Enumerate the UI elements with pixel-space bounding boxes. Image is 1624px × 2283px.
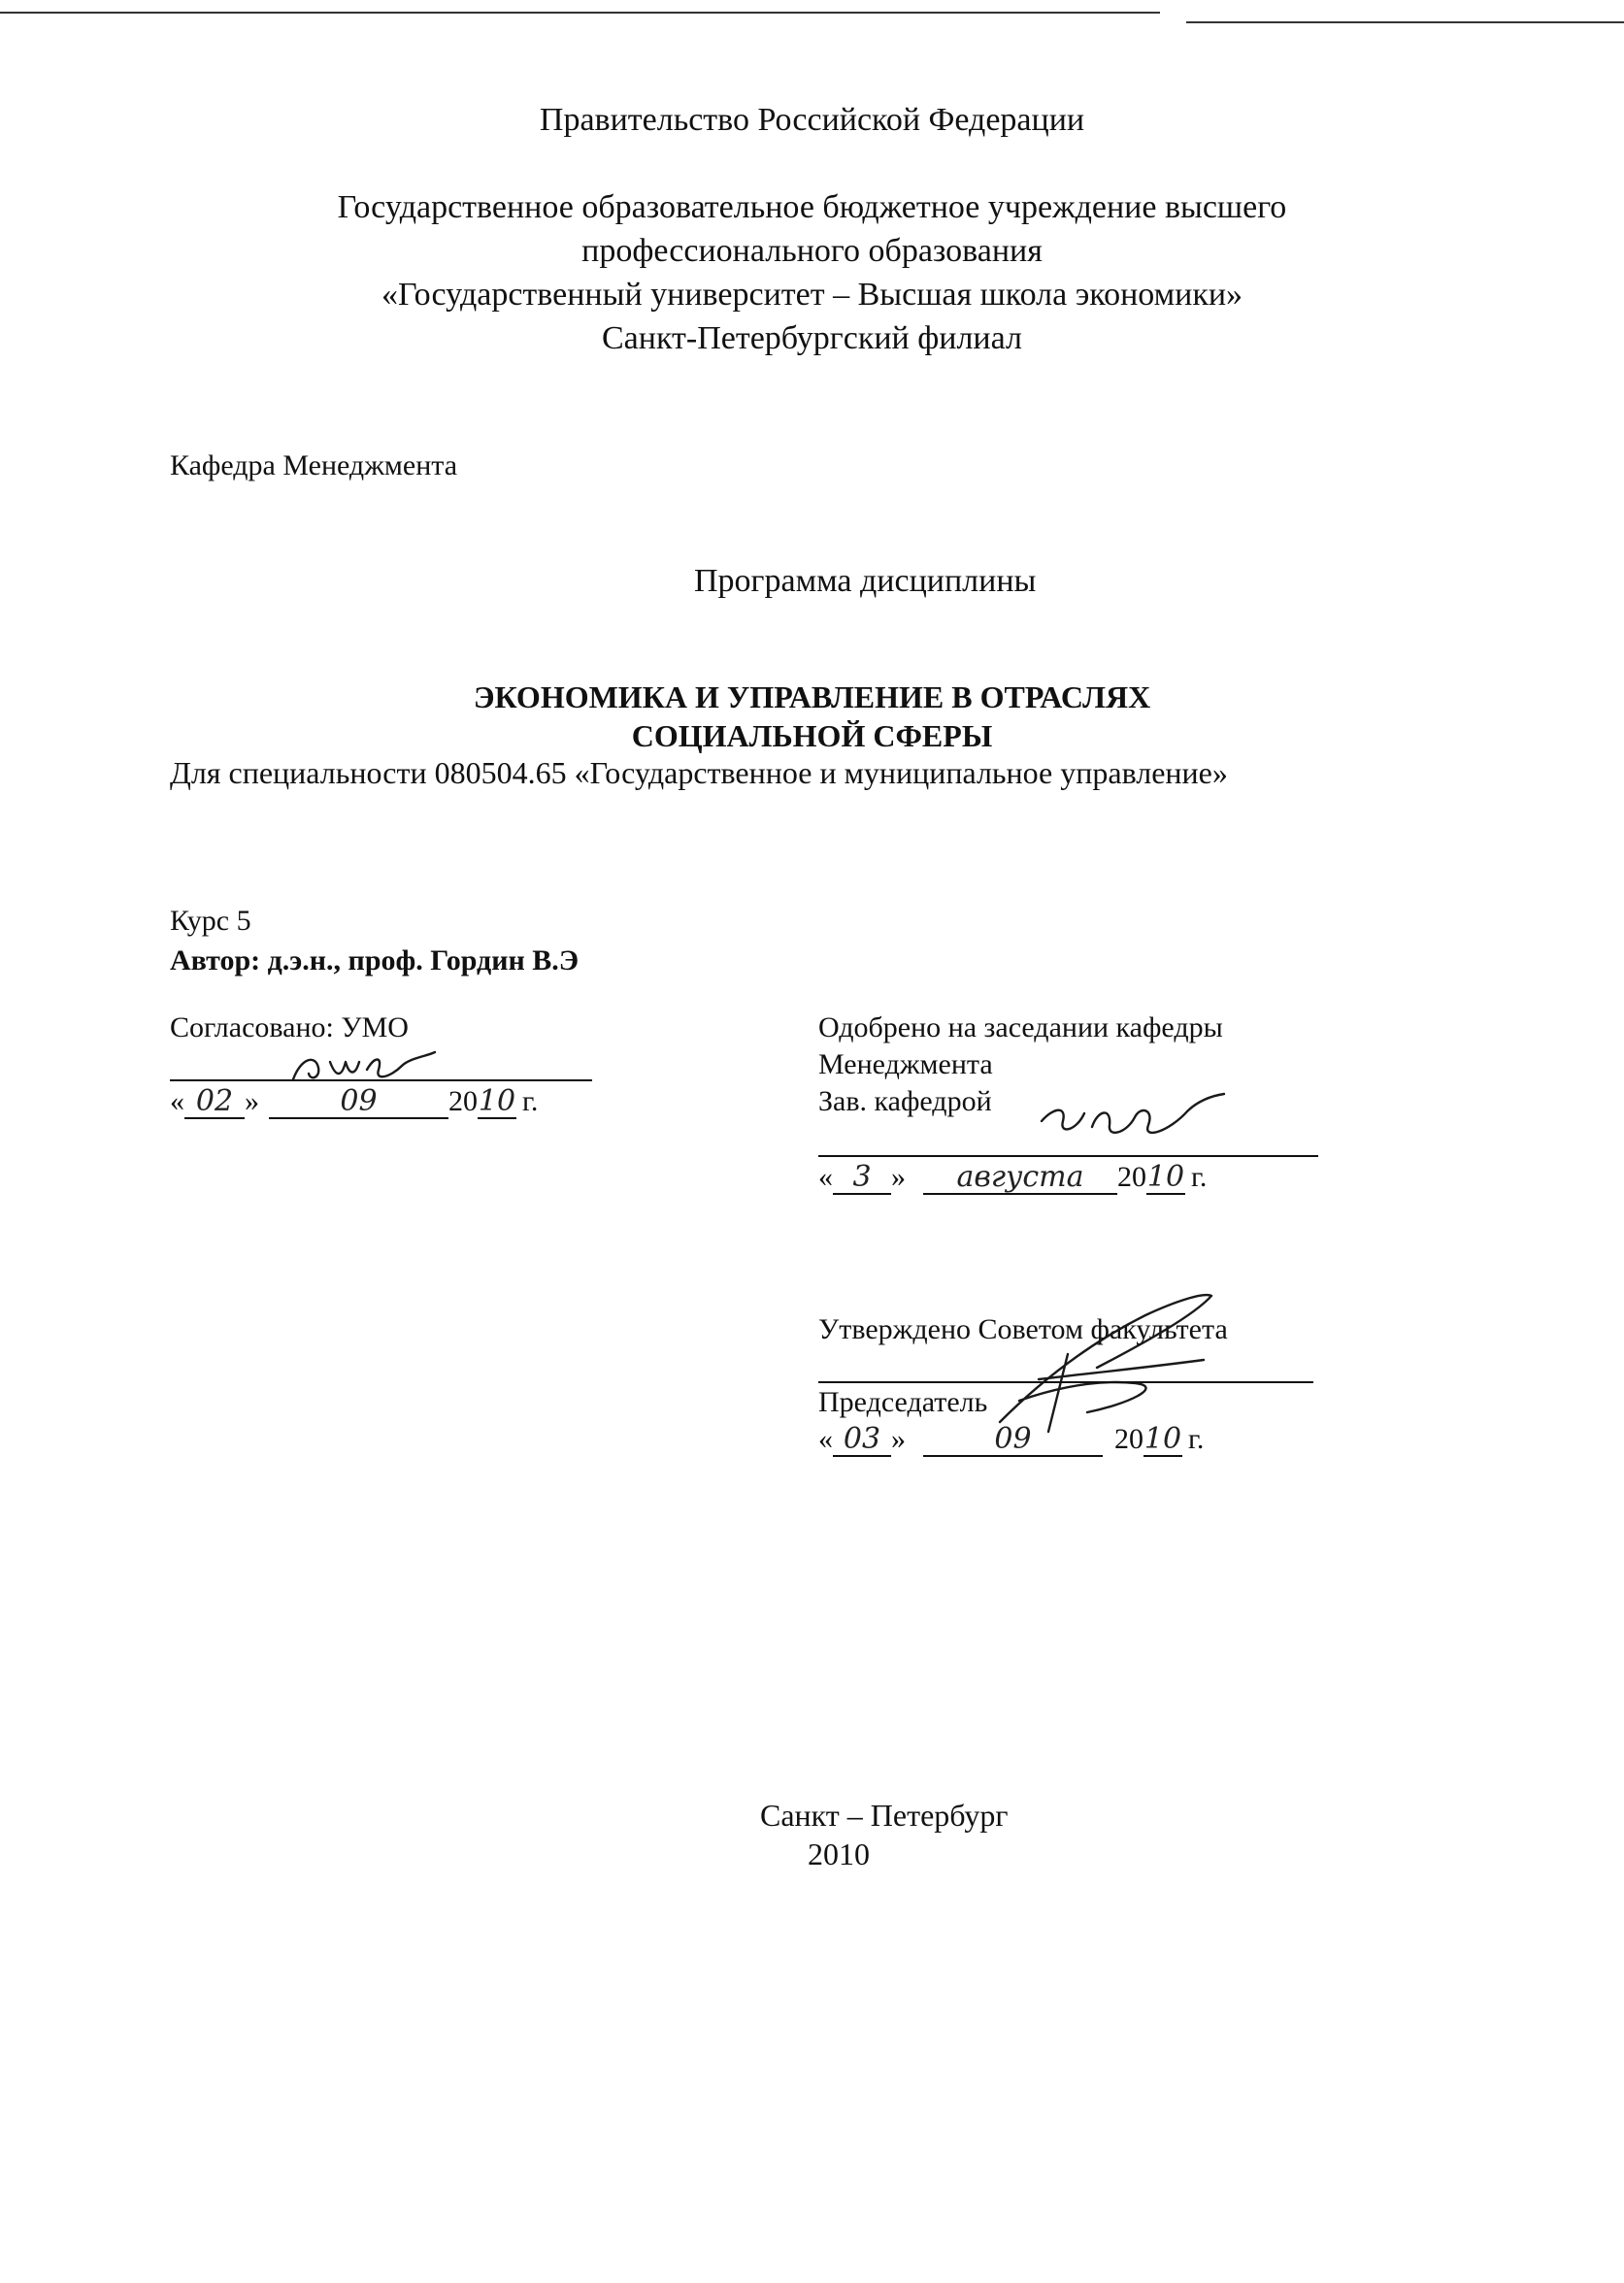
approved-council-line-2: Председатель: [818, 1386, 988, 1418]
agreed-month: 09: [269, 1085, 448, 1119]
department-year-prefix: 20: [1117, 1161, 1146, 1193]
department-year-suffix: 10: [1146, 1160, 1185, 1194]
program-title-line-1: ЭКОНОМИКА И УПРАВЛЕНИЕ В ОТРАСЛЯХ: [473, 679, 1151, 714]
council-quote-close: »: [891, 1423, 906, 1455]
footer-year: 2010: [808, 1836, 870, 1871]
agreed-date: [170, 1085, 538, 1119]
agreed-signature: [282, 1048, 437, 1087]
approved-council-line-1: Утверждено Советом факультета: [818, 1313, 1228, 1345]
council-quote-open: «: [818, 1423, 833, 1455]
council-year-end: г.: [1188, 1423, 1205, 1455]
department-name: Кафедра Менеджмента: [170, 449, 458, 481]
program-heading: Программа дисциплины: [694, 563, 1037, 599]
institution-line-1: Государственное образовательное бюджетное учреждение высшего: [337, 189, 1287, 225]
department-month: августа: [923, 1161, 1117, 1195]
scan-top-line-left: [0, 12, 1160, 14]
council-chairman-signature: [980, 1286, 1223, 1432]
institution-line-2: профессионального образования: [581, 233, 1043, 269]
author-line: Автор: д.э.н., проф. Гордин В.Э: [170, 944, 580, 976]
council-day: 03: [833, 1423, 891, 1457]
approved-department-line-3: Зав. кафедрой: [818, 1085, 992, 1117]
agreed-quote-open: «: [170, 1085, 184, 1117]
department-year-end: г.: [1191, 1161, 1208, 1193]
government-title: Правительство Российской Федерации: [539, 102, 1085, 138]
institution-line-3: «Государственный университет – Высшая школа экономики»: [381, 277, 1243, 313]
agreed-quote-close: »: [245, 1085, 259, 1117]
specialty-line: Для специальности 080504.65 «Государственное и муниципальное управление»: [170, 755, 1228, 790]
council-year-suffix: 10: [1143, 1422, 1182, 1456]
agreed-year-suffix: 10: [478, 1084, 516, 1118]
course-number: Курс 5: [170, 905, 251, 937]
agreed-label: Согласовано: УМО: [170, 1011, 409, 1043]
council-signature-line: [818, 1381, 1313, 1383]
approved-council-date: [818, 1423, 1204, 1457]
council-year-prefix: 20: [1114, 1423, 1143, 1455]
approved-department-line-1: Одобрено на заседании кафедры: [818, 1011, 1223, 1043]
agreed-day: 02: [184, 1085, 245, 1119]
approved-department-date: [818, 1161, 1207, 1195]
department-quote-open: «: [818, 1161, 833, 1193]
agreed-year-end: г.: [522, 1085, 539, 1117]
council-month: 09: [923, 1423, 1103, 1457]
agreed-year-prefix: 20: [448, 1085, 478, 1117]
branch-name: Санкт-Петербургский филиал: [601, 320, 1022, 356]
department-quote-close: »: [891, 1161, 906, 1193]
program-title-line-2: СОЦИАЛЬНОЙ СФЕРЫ: [631, 718, 993, 753]
department-head-signature: [1034, 1092, 1228, 1160]
approved-department-line-2: Менеджмента: [818, 1048, 993, 1080]
scan-top-line-right: [1186, 21, 1624, 23]
department-head-signature-line: [818, 1155, 1318, 1157]
footer-city: Санкт – Петербург: [760, 1798, 1009, 1833]
department-day: 3: [833, 1161, 891, 1195]
